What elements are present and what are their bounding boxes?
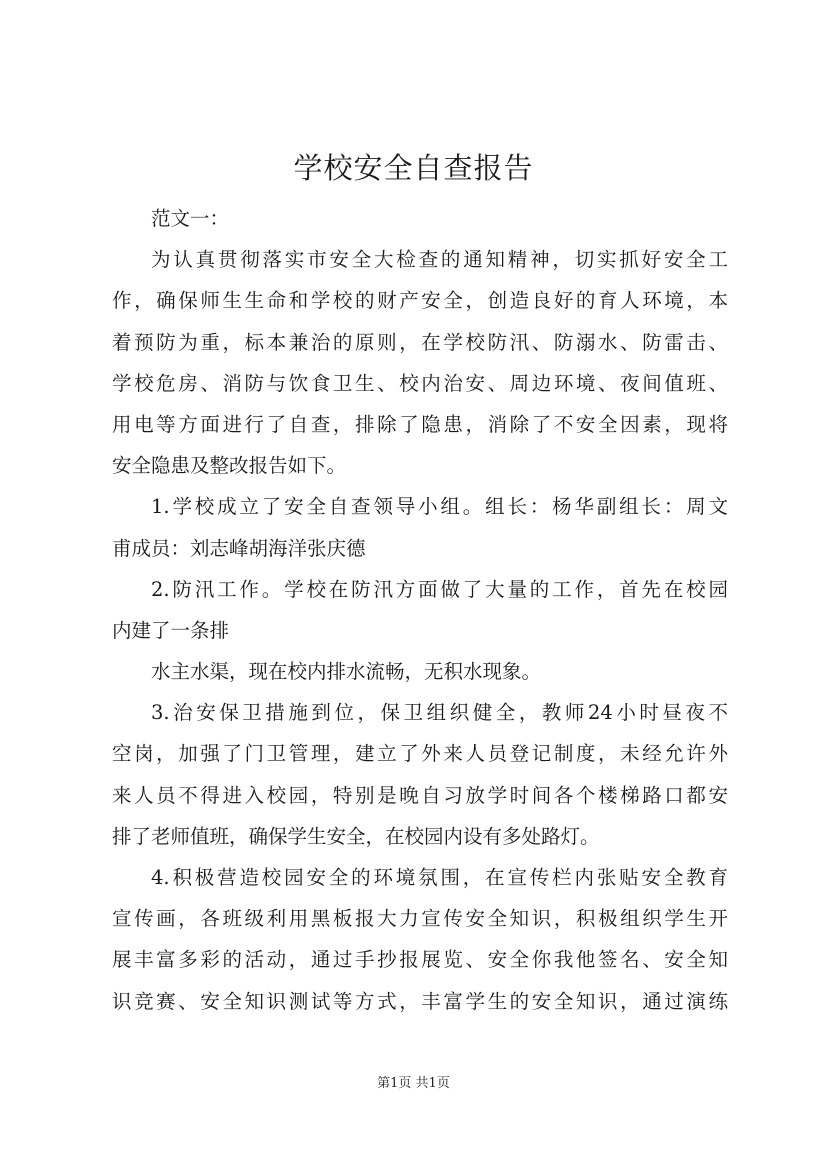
- text-line: 甫成员：刘志峰胡海洋张庆德: [112, 536, 366, 560]
- text-line: 排了老师值班，确保学生安全，在校园内设有多处路灯。: [112, 824, 600, 848]
- text-line: 范文一：: [151, 207, 230, 230]
- text-line: 安全隐患及整改报告如下。: [112, 454, 347, 478]
- text-line: 展丰富多彩的活动，通过手抄报展览、安全你我他签名、安全知: [112, 948, 728, 972]
- text-line: 1.学校成立了安全自查领导小组。组长：杨华副组长：周文: [151, 495, 728, 519]
- text-line: 内建了一条排: [112, 618, 230, 642]
- document-body: [112, 198, 728, 1022]
- document-title: 学校安全自查报告: [293, 151, 534, 185]
- text-line: 着预防为重，标本兼治的原则，在学校防汛、防溺水、防雷击、: [112, 330, 728, 354]
- text-line: 用电等方面进行了自查，排除了隐患，消除了不安全因素，现将: [112, 412, 728, 436]
- text-line: 2.防汛工作。学校在防汛方面做了大量的工作，首先在校园: [151, 577, 728, 601]
- text-line: 水主水渠，现在校内排水流畅，无积水现象。: [151, 660, 542, 684]
- text-line: 来人员不得进入校园，特别是晚自习放学时间各个楼梯路口都安: [112, 783, 728, 807]
- text-line: 为认真贯彻落实市安全大检查的通知精神，切实抓好安全工: [151, 248, 728, 272]
- text-line: 空岗，加强了门卫管理，建立了外来人员登记制度，未经允许外: [112, 742, 728, 766]
- text-line: 识竞赛、安全知识测试等方式，丰富学生的安全知识，通过演练: [112, 989, 728, 1013]
- text-line: 4.积极营造校园安全的环境氛围，在宣传栏内张贴安全教育: [151, 866, 728, 889]
- text-line: 学校危房、消防与饮食卫生、校内治安、周边环境、夜间值班、: [112, 371, 728, 395]
- text-line: 3.治安保卫措施到位，保卫组织健全，教师24小时昼夜不: [151, 701, 728, 725]
- page-footer: 第1页 共1页: [377, 1076, 450, 1091]
- text-line: 宣传画，各班级利用黑板报大力宣传安全知识，积极组织学生开: [112, 907, 728, 931]
- text-line: 作，确保师生生命和学校的财产安全，创造良好的育人环境，本: [112, 289, 728, 313]
